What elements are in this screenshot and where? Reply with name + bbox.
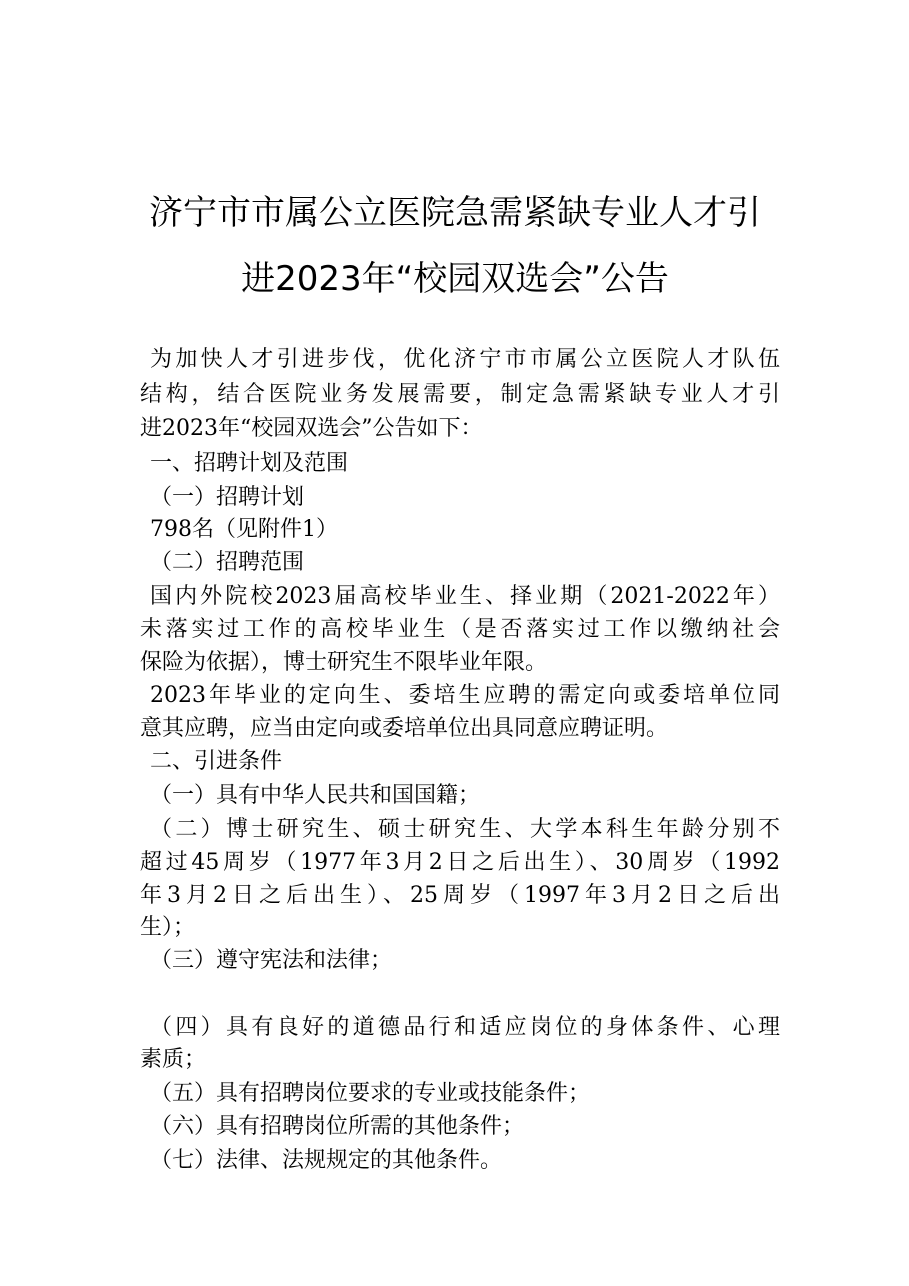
- condition-item-2-line-2: 超过45周岁（1977年3月2日之后出生）、30周岁（1992: [140, 850, 780, 875]
- condition-item-5: （五）具有招聘岗位要求的专业或技能条件；: [150, 1081, 591, 1106]
- condition-item-6: （六）具有招聘岗位所需的其他条件；: [150, 1114, 525, 1139]
- section-1-sub-2-heading: （二）招聘范围: [150, 550, 305, 575]
- scope-paragraph-2-line-2: 意其应聘，应当由定向或委培单位出具同意应聘证明。: [140, 716, 669, 741]
- scope-paragraph-1-line-1: 国内外院校2023届高校毕业生、择业期（2021-2022年）: [150, 584, 780, 609]
- scope-paragraph-2-line-1: 2023年毕业的定向生、委培生应聘的需定向或委培单位同: [150, 683, 780, 708]
- section-1-heading: 一、招聘计划及范围: [150, 451, 349, 476]
- condition-item-4-line-2: 素质；: [140, 1047, 207, 1072]
- condition-item-2-line-1: （二）博士研究生、硕士研究生、大学本科生年龄分别不: [150, 817, 780, 842]
- condition-item-3: （三）遵守宪法和法律；: [150, 948, 393, 973]
- scope-paragraph-1-line-2: 未落实过工作的高校毕业生（是否落实过工作以缴纳社会: [140, 617, 780, 642]
- condition-item-2-line-3: 年3月2日之后出生）、25周岁（1997年3月2日之后出: [140, 883, 780, 908]
- intro-line-2: 结构，结合医院业务发展需要，制定急需紧缺专业人才引: [140, 382, 780, 407]
- scope-paragraph-1-line-3: 保险为依据），博士研究生不限毕业年限。: [140, 650, 548, 675]
- document-title-line-2: 进2023年“校园双选会”公告: [241, 259, 669, 299]
- intro-line-1: 为加快人才引进步伐，优化济宁市市属公立医院人才队伍: [150, 347, 780, 372]
- intro-line-3: 进2023年“校园双选会”公告如下：: [140, 416, 483, 441]
- document-title-line-1: 济宁市市属公立医院急需紧缺专业人才引: [149, 193, 761, 233]
- section-1-sub-1-heading: （一）招聘计划: [150, 485, 305, 510]
- condition-item-1: （一）具有中华人民共和国国籍；: [150, 783, 481, 808]
- condition-item-2-line-4: 生）；: [140, 915, 196, 940]
- condition-item-4-line-1: （四）具有良好的道德品行和适应岗位的身体条件、心理: [150, 1015, 780, 1040]
- condition-item-7: （七）法律、法规规定的其他条件。: [150, 1148, 503, 1173]
- section-2-heading: 二、引进条件: [150, 749, 283, 774]
- section-1-sub-1-text: 798名（见附件1）: [150, 517, 338, 542]
